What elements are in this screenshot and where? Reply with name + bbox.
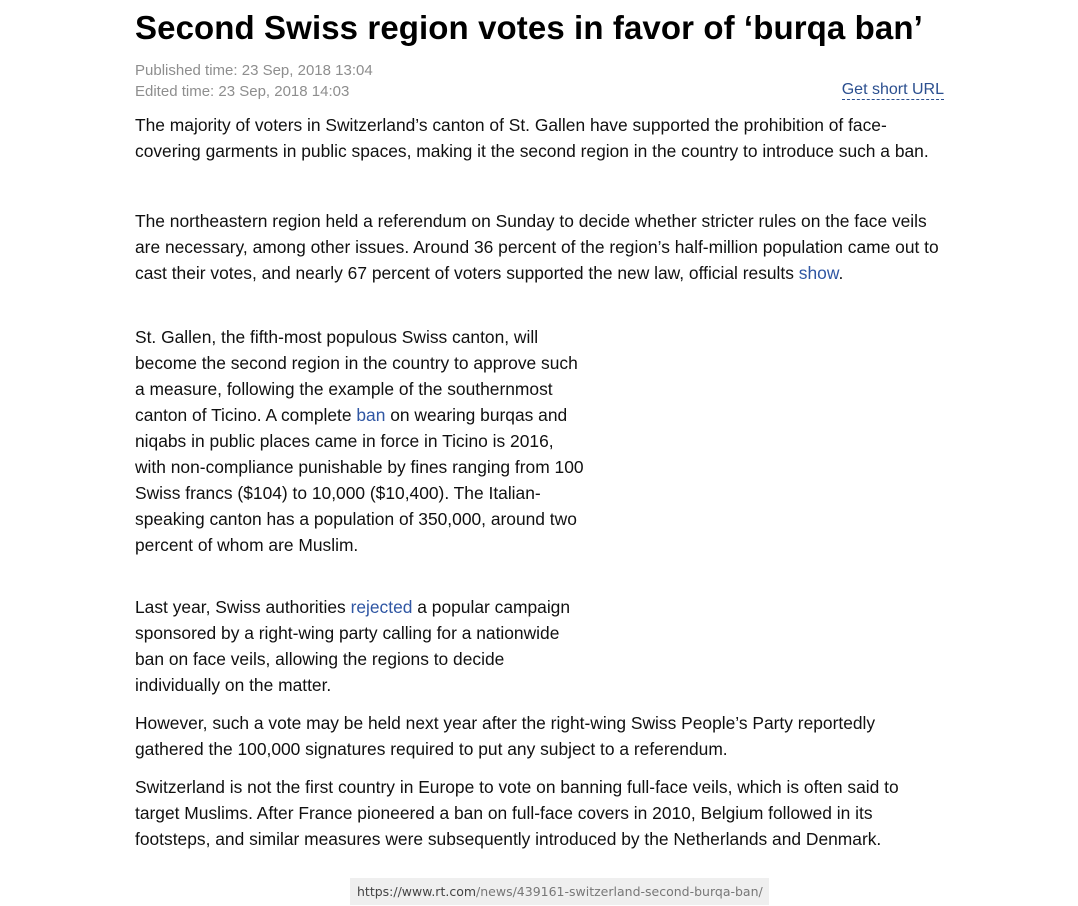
article-meta: [135, 60, 945, 102]
paragraph-5: However, such a vote may be held next year after the right-wing Swiss People’s Party reportedly gathered the 100,000 signatures required to put any subject to a referendum.: [135, 713, 876, 759]
edited-time: Edited time: 23 Sep, 2018 14:03: [135, 83, 350, 100]
paragraph-4-text-b: a popular campaign sponsored by a right-wing party calling for a nationwide ban on face veils, allowing the regions to decide individually on the matter.: [135, 597, 571, 695]
status-url-path: /news/439161-switzerland-second-burqa-ban/: [476, 884, 763, 899]
headline: Second Swiss region votes in favor of ‘burqa ban’: [135, 9, 923, 46]
paragraph-3: [135, 324, 585, 558]
paragraph-6: Switzerland is not the first country in Europe to vote on banning full-face veils, which is often said to target Muslims. After France pioneered a ban on full-face covers in 2010, Belgium followed in its footsteps, and similar measures were subsequently introduced by the Netherlands and Denmark.: [135, 777, 899, 849]
link-preview-status-bar: [350, 878, 769, 905]
paragraph-2-end: .: [838, 263, 844, 283]
paragraph-2: [135, 208, 945, 286]
paragraph-1: The majority of voters in Switzerland’s canton of St. Gallen have supported the prohibition of face-covering garments in public spaces, making it the second region in the country to introduce such a ban.: [135, 115, 929, 161]
paragraph-3-text-a: St. Gallen, the fifth-most populous Swiss canton, will become the second region in the country to approve such a measure, following the example of the southernmost canton of Ticino. A complete: [135, 327, 578, 425]
paragraph-3-text-b: on wearing burqas and niqabs in public places came in force in Ticino is 2016, with non-compliance punishable by fines ranging from 100 Swiss francs ($104) to 10,000 ($10,400). The Italian-speaking canton has a population of 350,000, around two percent of whom are Muslim.: [135, 405, 584, 555]
paragraph-4-text-a: Last year, Swiss authorities: [135, 597, 351, 617]
get-short-url-link[interactable]: Get short URL: [841, 81, 944, 98]
paragraph-4: [135, 594, 585, 698]
ban-link[interactable]: ban: [356, 405, 386, 425]
paragraph-2-text: The northeastern region held a referendum on Sunday to decide whether stricter rules on the face veils are necessary, among other issues. Around 36 percent of the region’s half-million population came out to cast their votes, and nearly 67 percent of voters supported the new law, official results: [135, 211, 939, 283]
status-url-host: https://www.rt.com: [357, 884, 477, 899]
published-time: Published time: 23 Sep, 2018 13:04: [135, 62, 373, 79]
show-link[interactable]: show: [798, 263, 839, 283]
rejected-link[interactable]: rejected: [350, 597, 413, 617]
